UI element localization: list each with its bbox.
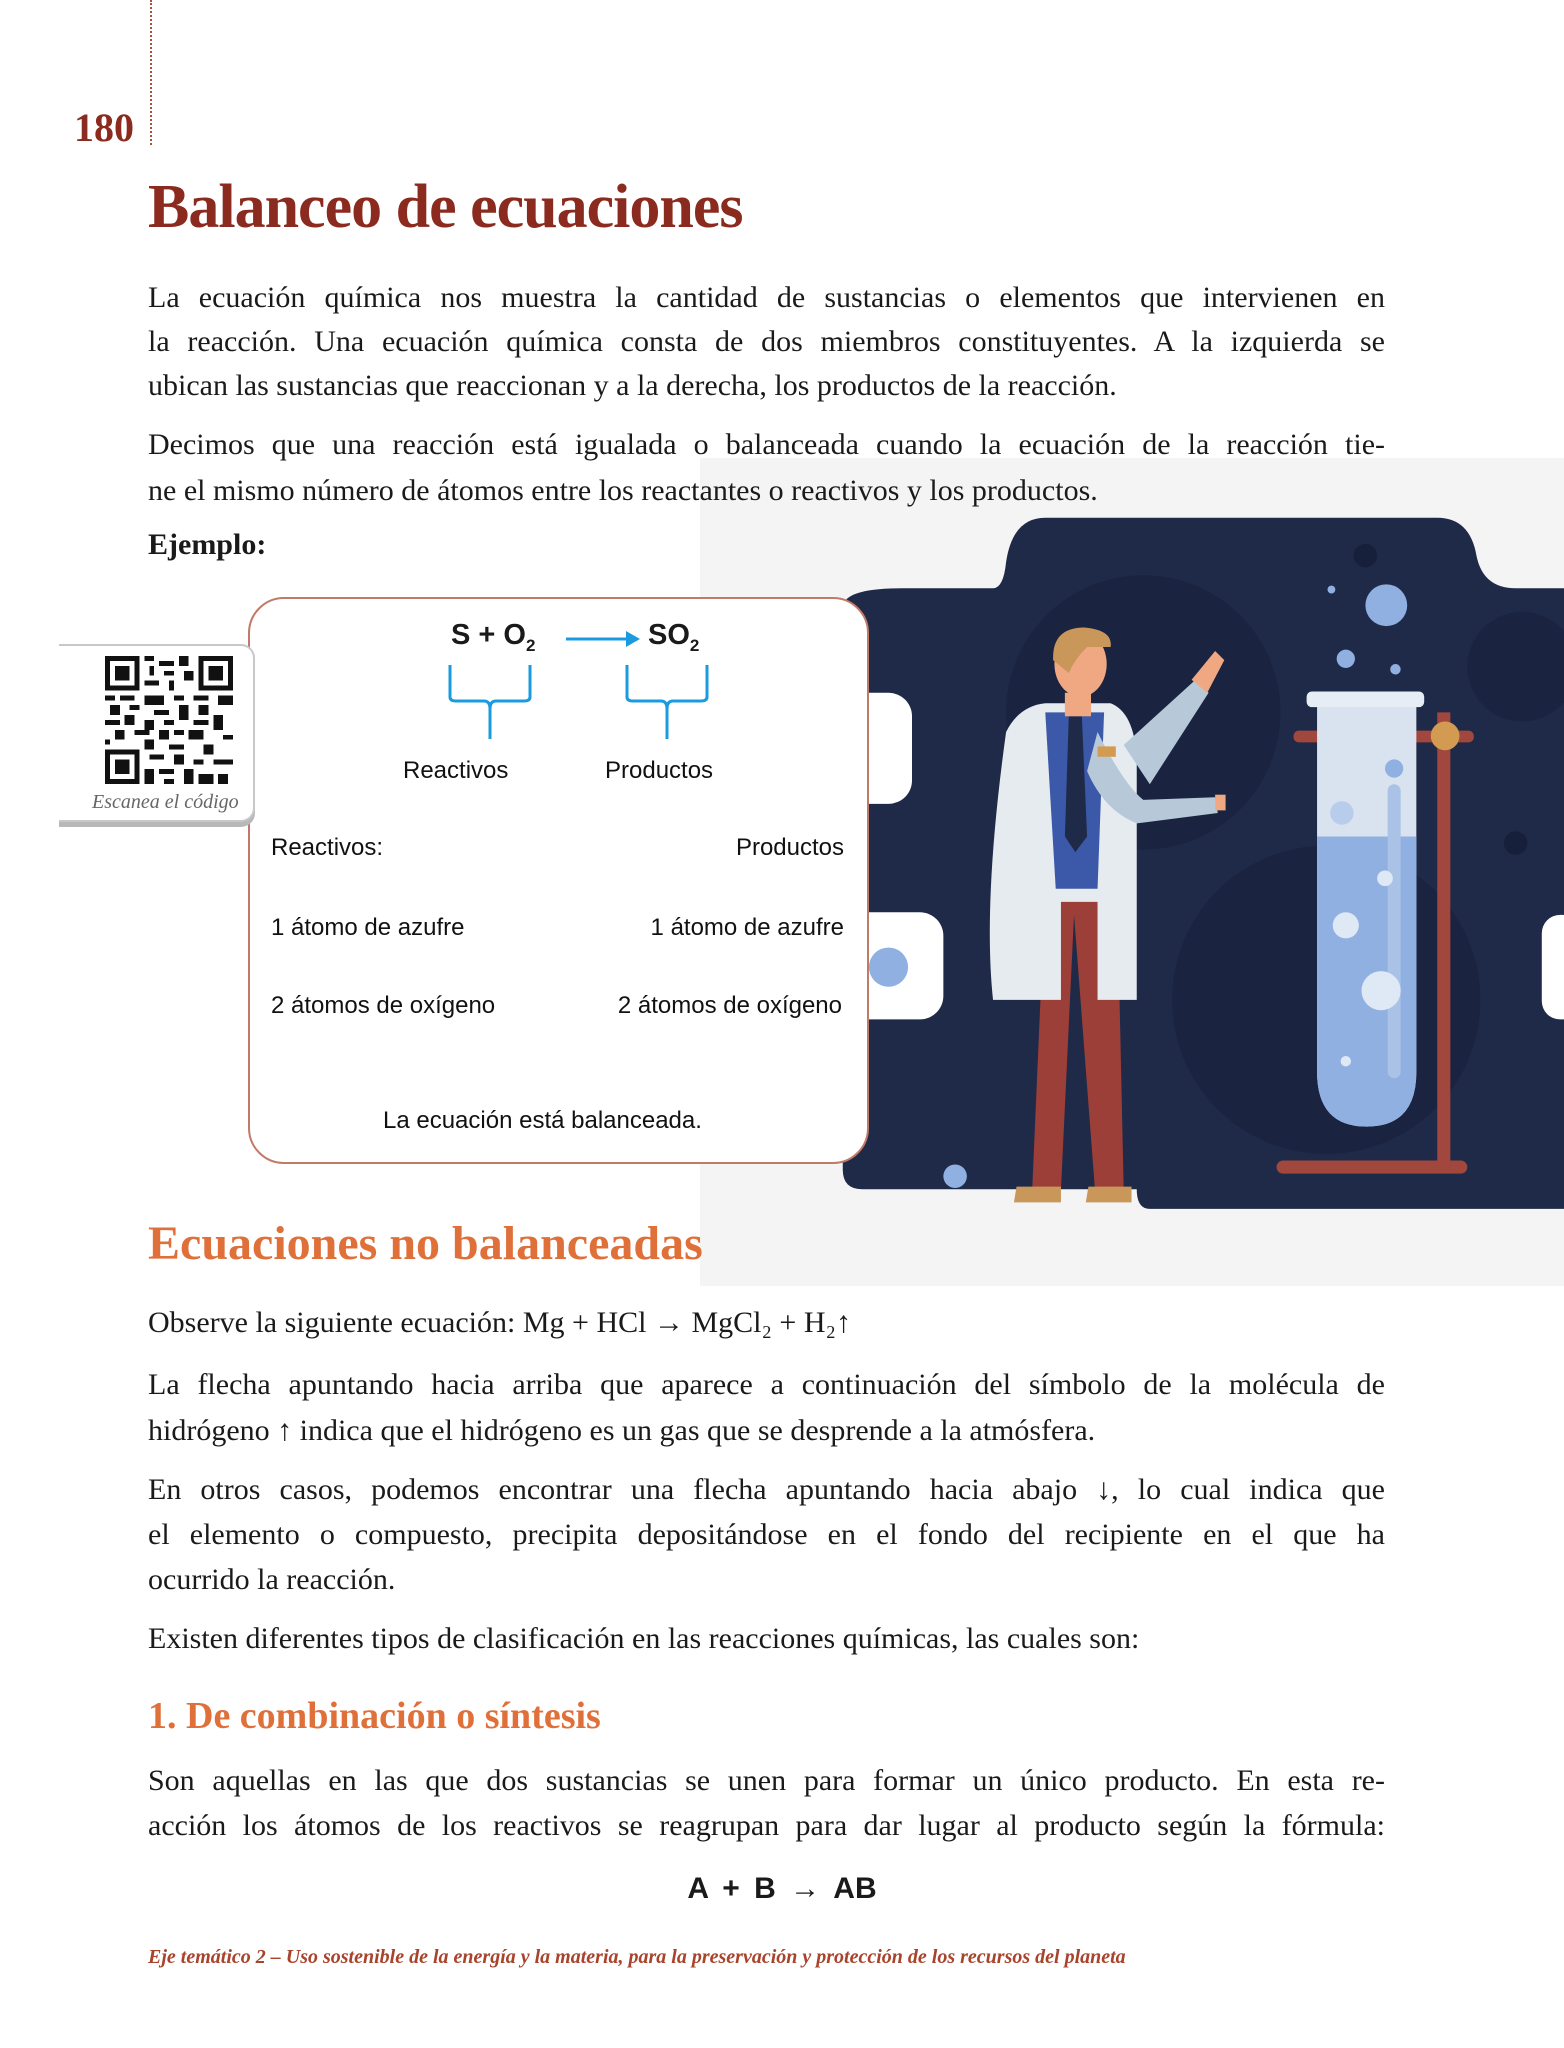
reactants-brace [450,665,530,739]
body-line: En otros casos, podemos encontrar una flecha apuntando hacia abajo ↓, lo cual indica que [148,1473,1385,1506]
body-line: hidrógeno ↑ indica que el hidrógeno es un gas que se desprende a la atmósfera. [148,1414,1096,1447]
section-heading-unbalanced: Ecuaciones no balanceadas [148,1217,703,1270]
body-line: el elemento o compuesto, precipita depositándose en el fondo del recipiente en el que ha [148,1518,1385,1551]
body-line: Son aquellas en las que dos sustancias se unen para formar un único producto. En esta re- [148,1764,1385,1797]
qr-code-icon[interactable] [104,656,234,784]
reactants-formula [451,619,535,656]
example-label: Ejemplo: [148,528,267,561]
reactants-formula-text: S + O [451,619,526,651]
product-row: 1 átomo de azufre [650,914,844,941]
products-brace [627,665,707,739]
body-line: ocurrido la reacción. [148,1563,396,1596]
products-formula-text: SO [648,619,690,651]
reactants-header: Reactivos: [271,834,384,861]
products-subscript: 2 [689,635,700,655]
brace-label-reactants: Reactivos [403,757,509,784]
bracket-diagram [248,597,868,797]
page-number: 180 [74,105,134,150]
intro-line: Decimos que una reacción está igualada o balanceada cuando la ecuación de la reacción tie- [148,428,1385,461]
reactant-row: 1 átomo de azufre [271,914,465,941]
products-formula [648,619,699,656]
navy-backdrop [836,518,1564,1209]
combination-formula: A + B → AB [687,1872,877,1905]
intro-line: ubican las sustancias que reaccionan y a la derecha, los productos de la reacción. [148,369,1117,402]
intro-line: ne el mismo número de átomos entre los reactantes o reactivos y los productos. [148,474,1098,507]
body-line: La flecha apuntando hacia arriba que aparece a continuación del símbolo de la molécula de [148,1368,1385,1401]
intro-line: la reacción. Una ecuación química consta de dos miembros constituyentes. A la izquierda se [148,325,1385,358]
reactant-row: 2 átomos de oxígeno [271,992,496,1019]
observe-equation: Observe la siguiente ecuación: Mg + HCl → MgCl₂ + H₂↑ [148,1306,851,1339]
intro-line: La ecuación química nos muestra la cantidad de sustancias o elementos que intervienen en [148,281,1385,314]
products-header: Productos [735,834,844,861]
balance-conclusion: La ecuación está balanceada. [383,1107,702,1134]
brace-label-products: Productos [605,757,714,784]
page-footer: Eje temático 2 – Uso sostenible de la energía y la materia, para la preservación y protección de los recursos del planeta [148,1946,1126,1968]
body-line: Existen diferentes tipos de clasificación en las reacciones químicas, las cuales son: [148,1622,1140,1655]
section-heading-combination: 1. De combinación o síntesis [148,1695,601,1737]
product-row: 2 átomos de oxígeno [617,992,842,1019]
reactants-subscript: 2 [525,635,536,655]
qr-caption: Escanea el código [92,791,239,813]
body-line: acción los átomos de los reactivos se reagrupan para dar lugar al producto según la fórmula: [148,1809,1385,1842]
reaction-arrow-head [626,631,640,647]
page-title: Balanceo de ecuaciones [148,173,743,241]
